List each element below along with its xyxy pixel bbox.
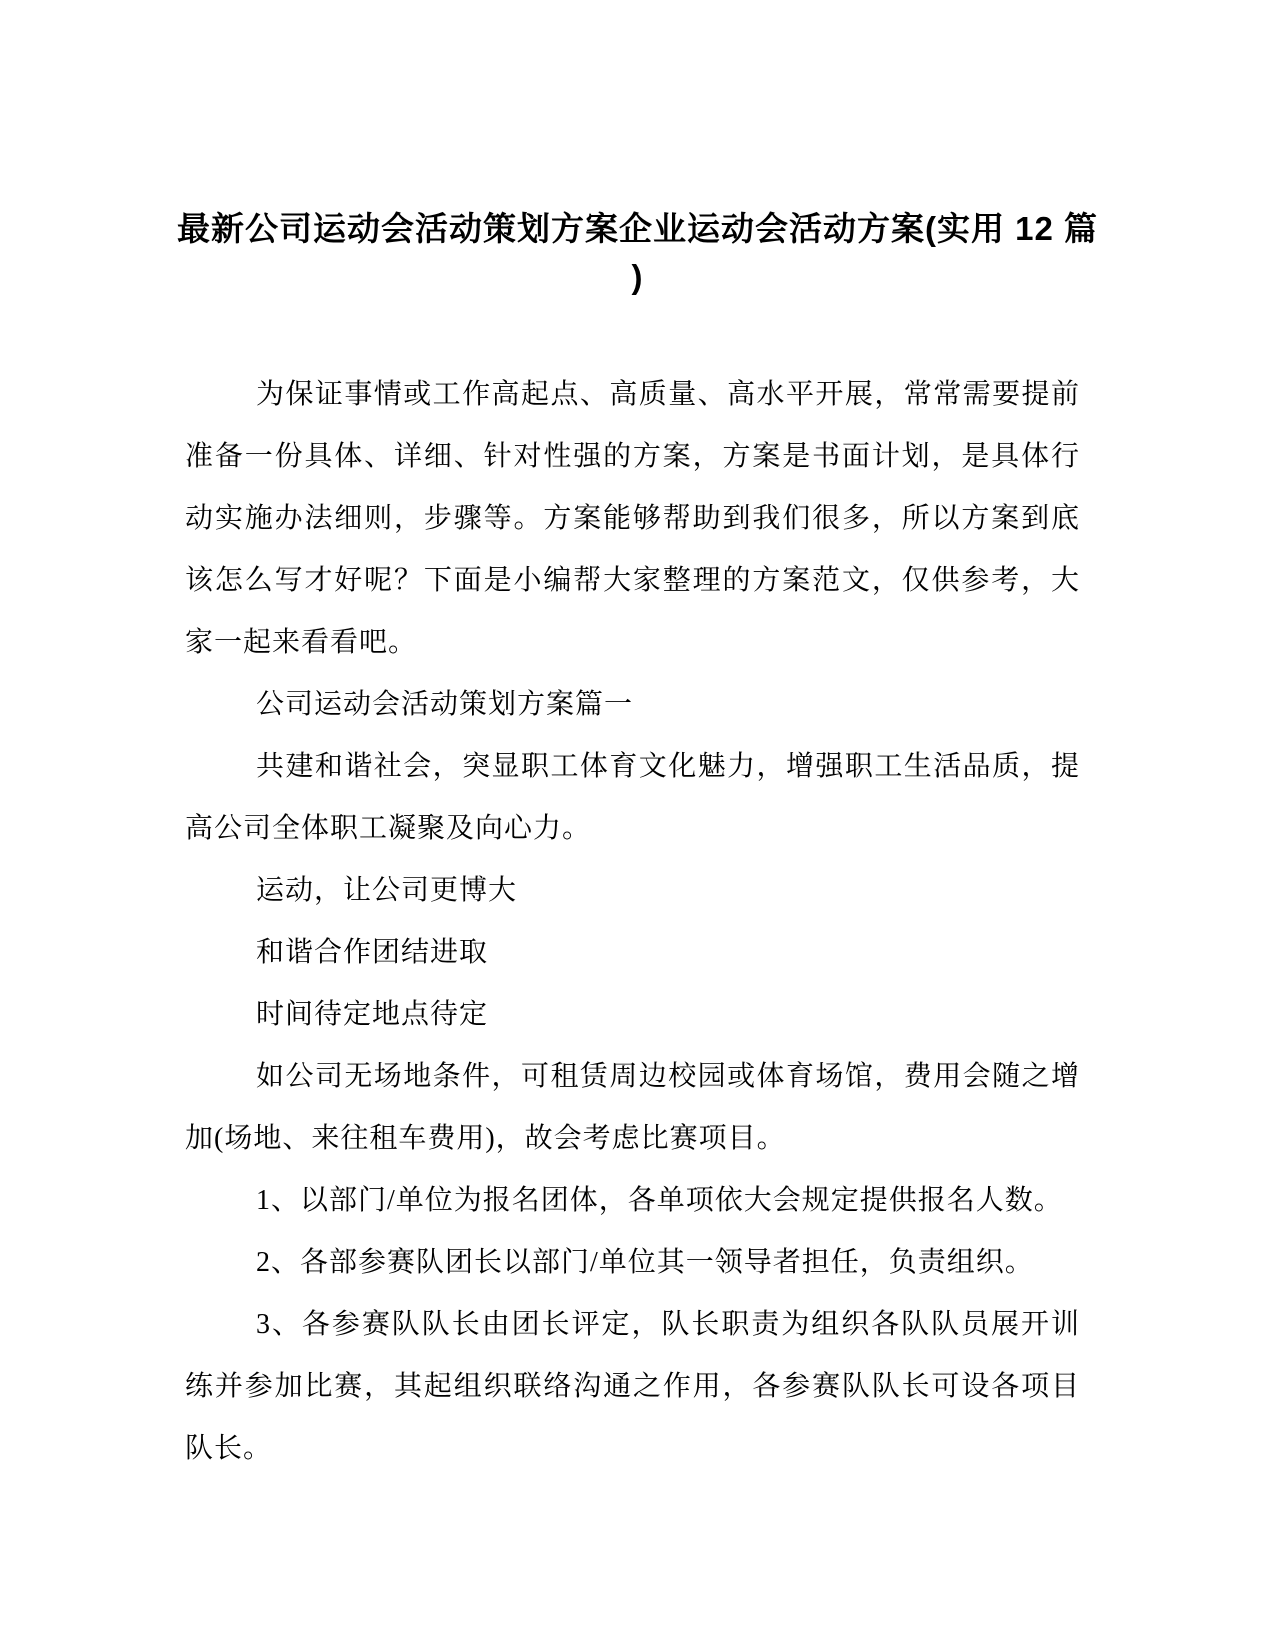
document-body xyxy=(185,364,1080,1480)
paragraph: 如公司无场地条件，可租赁周边校园或体育场馆，费用会随之增加(场地、来往租车费用)，故会考虑比赛项目。 xyxy=(185,1061,1080,1154)
paragraph: 共建和谐社会，突显职工体育文化魅力，增强职工生活品质，提高公司全体职工凝聚及向心力。 xyxy=(185,751,1080,844)
paragraph: 为保证事情或工作高起点、高质量、高水平开展，常常需要提前准备一份具体、详细、针对性强的方案，方案是书面计划，是具体行动实施办法细则，步骤等。方案能够帮助到我们很多，所以方案到底该怎么写才好呢？下面是小编帮大家整理的方案范文，仅供参考，大家一起来看看吧。 xyxy=(185,379,1080,658)
document-title xyxy=(90,205,1185,301)
paragraph: 1、以部门/单位为报名团体，各单项依大会规定提供报名人数。 xyxy=(256,1185,1063,1216)
paragraph: 和谐合作团结进取 xyxy=(256,937,489,968)
paragraph: 3、各参赛队队长由团长评定，队长职责为组织各队队员展开训练并参加比赛，其起组织联络沟通之作用，各参赛队队长可设各项目队长。 xyxy=(185,1309,1080,1464)
paragraph: 公司运动会活动策划方案篇一 xyxy=(256,689,634,720)
document-title-line-2: ) xyxy=(631,258,644,295)
paragraph: 运动，让公司更博大 xyxy=(256,875,518,906)
paragraph: 2、各部参赛队团长以部门/单位其一领导者担任，负责组织。 xyxy=(256,1247,1034,1278)
paragraph: 时间待定地点待定 xyxy=(256,999,489,1030)
document-title-line-1: 最新公司运动会活动策划方案企业运动会活动方案(实用 12 篇 xyxy=(176,210,1099,247)
